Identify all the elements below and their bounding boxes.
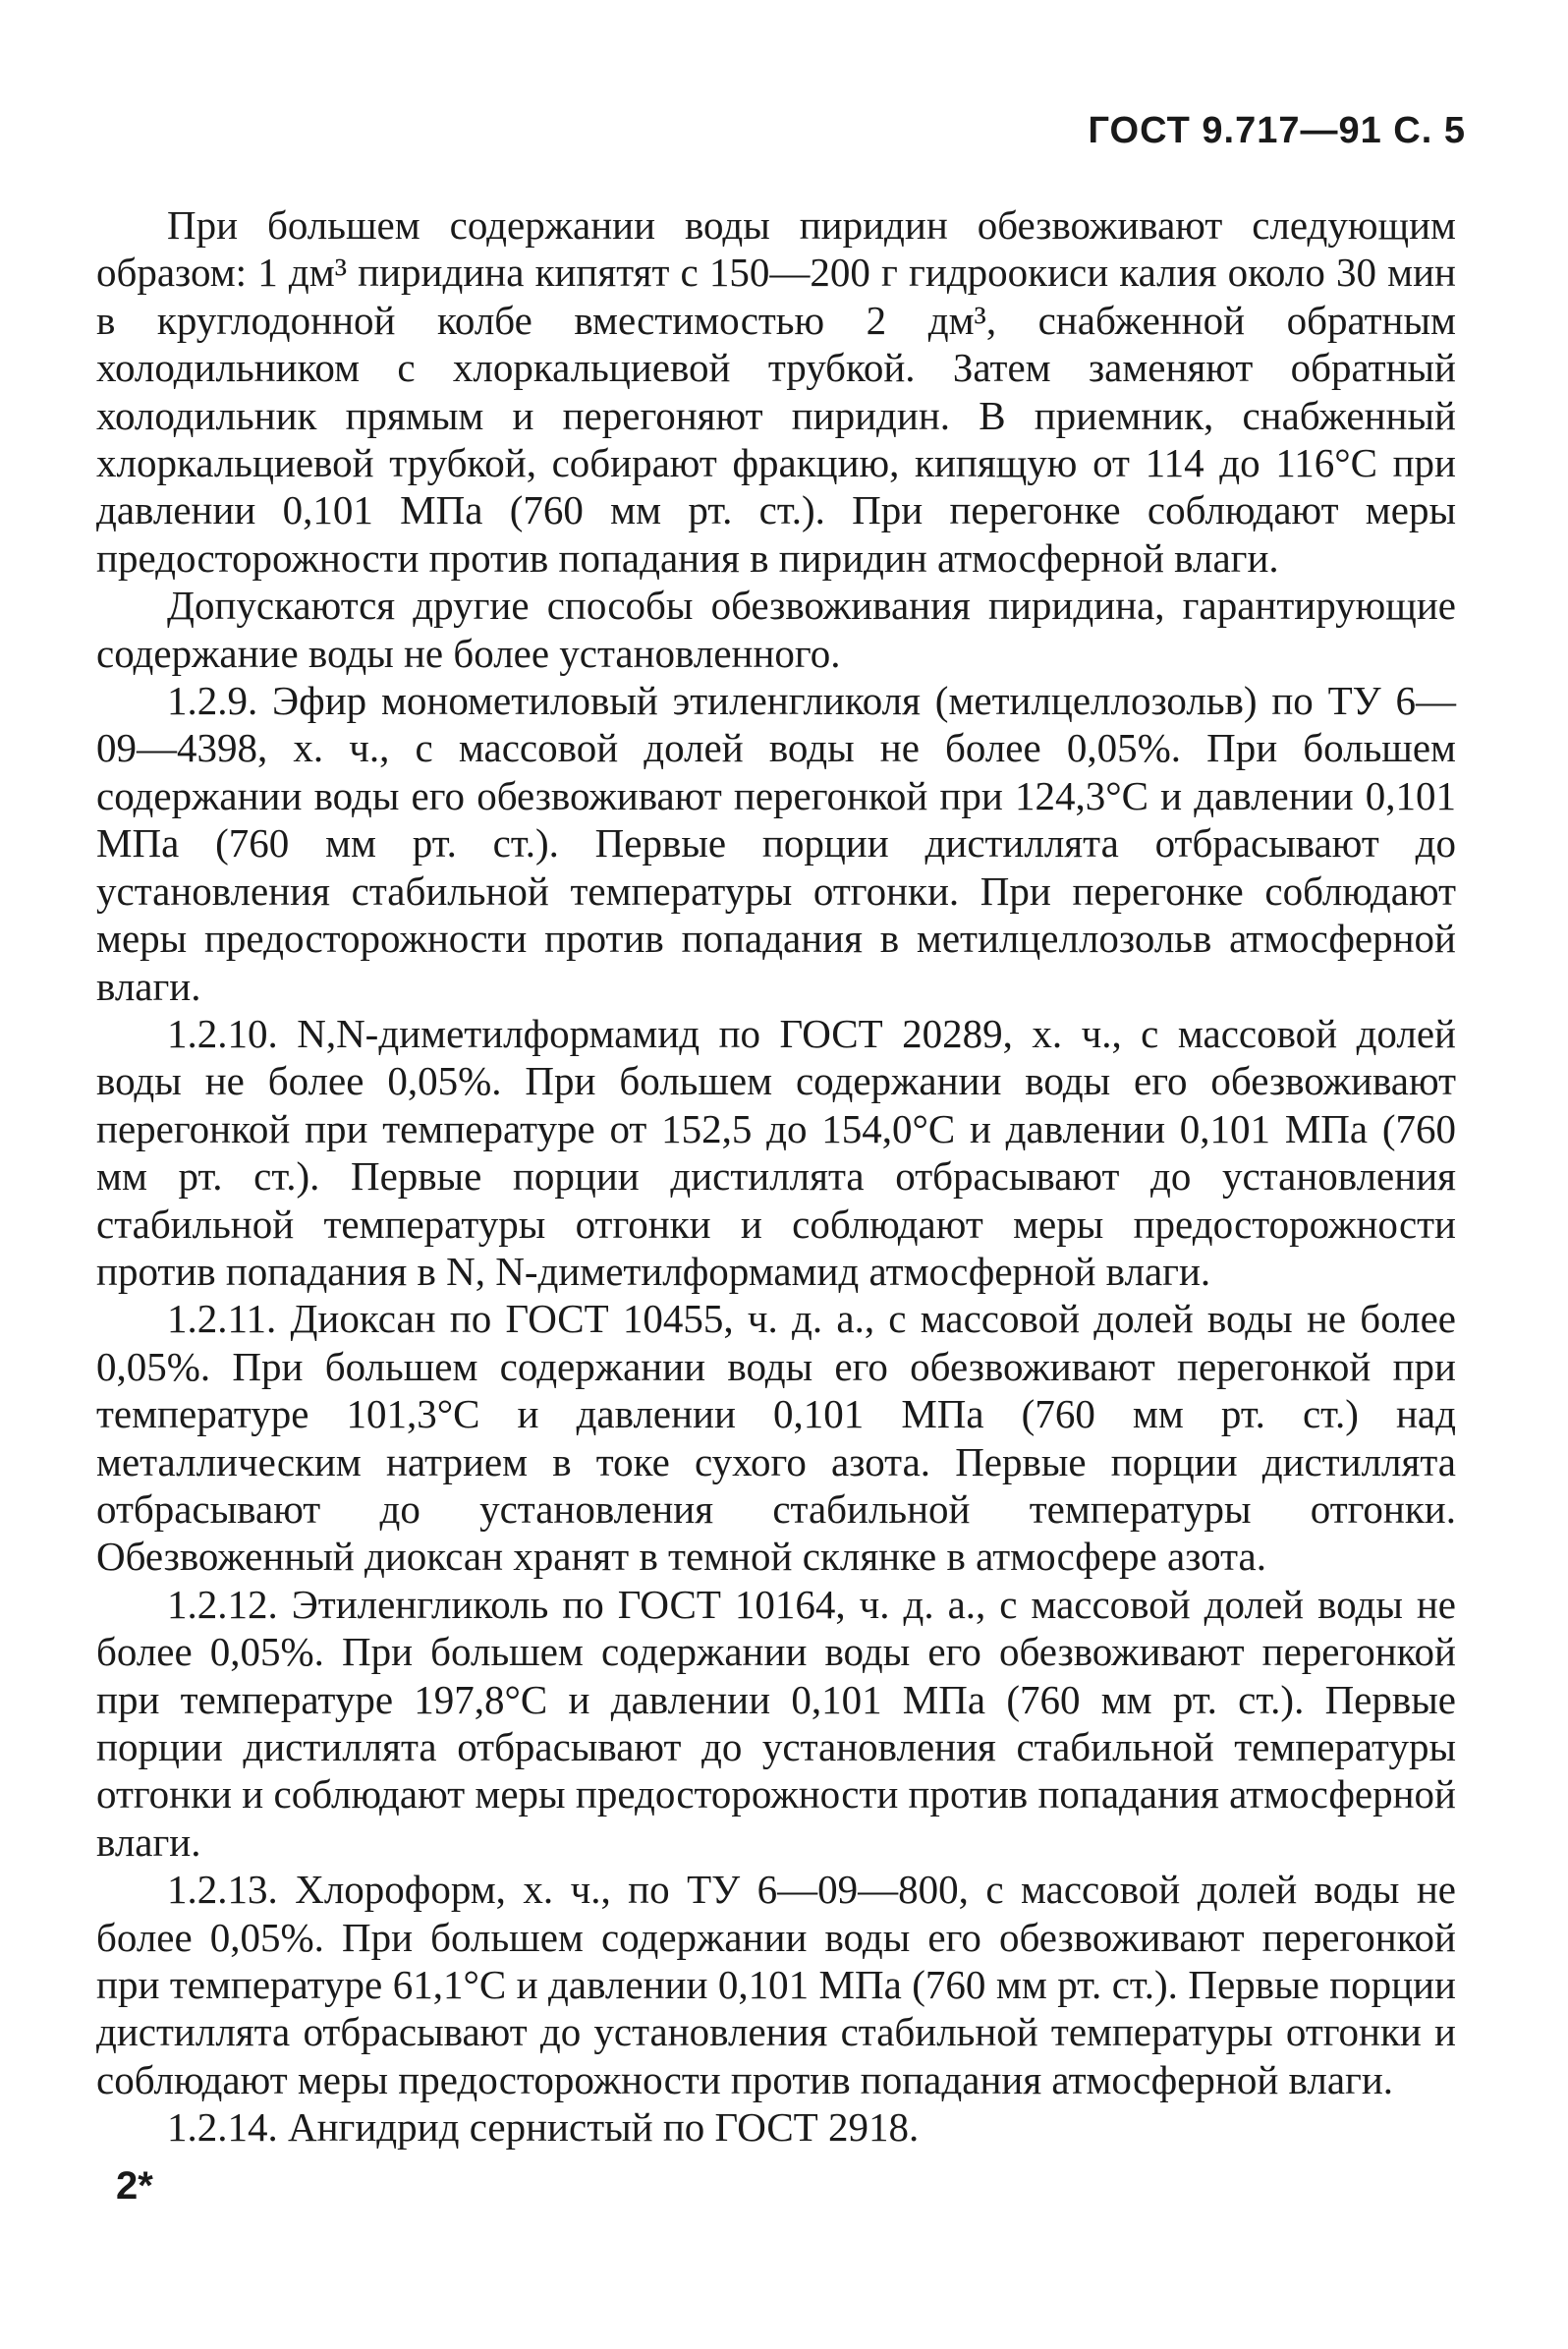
paragraph-1-2-10: 1.2.10. N,N-диметилформамид по ГОСТ 20289, х. ч., с массовой долей воды не более 0,05%. При большем содержании воды его обезвоживают перегонкой при температуре от 152,5 до 154,0°С и давлении 0,101 МПа (760 мм рт. ст.). Первые порции дистиллята отбрасывают до установления стабильной температуры отгонки и соблюдают меры предосторожности против попадания в N, N-диметилформамид атмосферной влаги. — [96, 1010, 1456, 1294]
paragraph-pyridine-dehydration: При большем содержании воды пиридин обезвоживают следующим образом: 1 дм³ пиридина кипятят с 150—200 г гидроокиси калия около 30 мин в круглодонной колбе вместимостью 2 дм³, снабженной обратным холодильником с хлоркальциевой трубкой. Затем заменяют обратный холодильник прямым и перегоняют пиридин. В приемник, снабженный хлоркальциевой трубкой, собирают фракцию, кипящую от 114 до 116°С при давлении 0,101 МПа (760 мм рт. ст.). При перегонке соблюдают меры предосторожности против попадания в пиридин атмосферной влаги. — [96, 202, 1456, 581]
paragraph-1-2-9: 1.2.9. Эфир монометиловый этиленгликоля (метилцеллозольв) по ТУ 6—09—4398, х. ч., с массовой долей воды не более 0,05%. При большем содержании воды его обезвоживают перегонкой при 124,3°С и давлении 0,101 МПа (760 мм рт. ст.). Первые порции дистиллята отбрасывают до установления стабильной температуры отгонки. При перегонке соблюдают меры предосторожности против попадания в метилцеллозольв атмосферной влаги. — [96, 678, 1456, 1009]
paragraph-pyridine-alternatives: Допускаются другие способы обезвоживания пиридина, гарантирующие содержание воды не более установленного. — [96, 583, 1456, 676]
paragraph-1-2-13: 1.2.13. Хлороформ, х. ч., по ТУ 6—09—800, с массовой долей воды не более 0,05%. При большем содержании воды его обезвоживают перегонкой при температуре 61,1°С и давлении 0,101 МПа (760 мм рт. ст.). Первые порции дистиллята отбрасывают до установления стабильной температуры отгонки и соблюдают меры предосторожности против попадания атмосферной влаги. — [96, 1867, 1456, 2102]
paragraph-1-2-11: 1.2.11. Диоксан по ГОСТ 10455, ч. д. а., с массовой долей воды не более 0,05%. При большем содержании воды его обезвоживают перегонкой при температуре 101,3°С и давлении 0,101 МПа (760 мм рт. ст.) над металлическим натрием в токе сухого азота. Первые порции дистиллята отбрасывают до установления стабильной температуры отгонки. Обезвоженный диоксан хранят в темной склянке в атмосфере азота. — [96, 1296, 1456, 1580]
document-body — [96, 201, 1456, 2152]
page-header: ГОСТ 9.717—91 С. 5 — [1088, 110, 1466, 151]
paragraph-1-2-12: 1.2.12. Этиленгликоль по ГОСТ 10164, ч. д. а., с массовой долей воды не более 0,05%. При большем содержании воды его обезвоживают перегонкой при температуре 197,8°С и давлении 0,101 МПа (760 мм рт. ст.). Первые порции дистиллята отбрасывают до установления стабильной температуры отгонки и соблюдают меры предосторожности против попадания атмосферной влаги. — [96, 1581, 1456, 1865]
paragraph-1-2-14: 1.2.14. Ангидрид сернистый по ГОСТ 2918. — [167, 2104, 920, 2151]
signature-mark: 2* — [116, 2164, 153, 2208]
